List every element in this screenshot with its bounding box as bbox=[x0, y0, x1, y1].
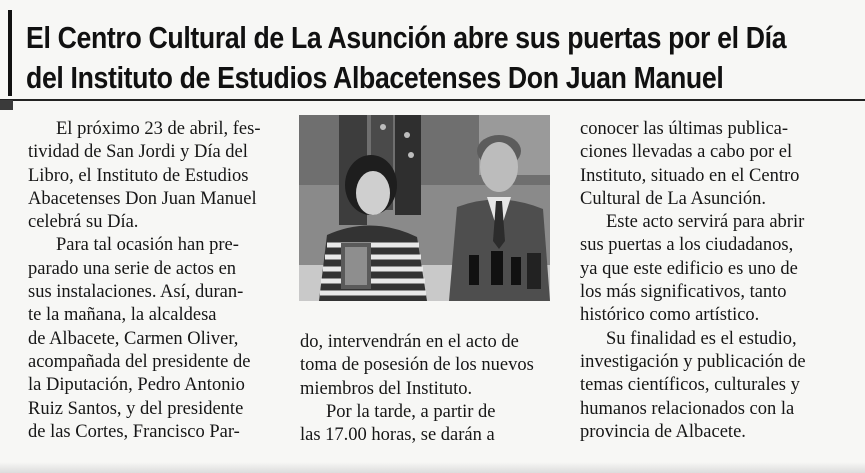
text-line: humanos relacionados con la bbox=[580, 398, 795, 419]
headline-rule bbox=[0, 99, 865, 101]
headline-line-1: El Centro Cultural de La Asunción abre sus puertas por el Día bbox=[26, 20, 787, 55]
press-photo bbox=[299, 115, 550, 301]
text-line: Para tal ocasión han pre- bbox=[56, 235, 239, 256]
text-line: do, intervendrán en el acto de bbox=[300, 332, 519, 352]
text-line: Libro, el Instituto de Estudios bbox=[28, 165, 249, 186]
article-column-2 bbox=[300, 331, 556, 447]
text-line: miembros del Instituto. bbox=[300, 378, 473, 399]
text-line: tividad de San Jordi y Día del bbox=[28, 142, 248, 163]
text-line: acompañada del presidente de bbox=[28, 351, 251, 372]
page-bottom-edge bbox=[0, 462, 865, 473]
text-line: de las Cortes, Francisco Par- bbox=[28, 421, 240, 442]
text-line: toma de posesión de los nuevos bbox=[300, 355, 534, 376]
text-line: Este acto servirá para abrir bbox=[606, 212, 805, 233]
text-line: Abacetenses Don Juan Manuel bbox=[28, 188, 257, 209]
text-line: las 17.00 horas, se darán a bbox=[300, 425, 495, 446]
text-line: Cultural de La Asunción. bbox=[580, 188, 766, 209]
press-photo-icon bbox=[299, 115, 550, 301]
headline bbox=[26, 18, 787, 98]
text-line: sus instalaciones. Así, duran- bbox=[28, 282, 244, 303]
headline-box bbox=[8, 10, 860, 96]
text-line: parado una serie de actos en bbox=[28, 258, 237, 279]
text-line: histórico como artístico. bbox=[580, 305, 760, 326]
text-line: Por la tarde, a partir de bbox=[326, 401, 496, 422]
text-line: Ruiz Santos, y del presidente bbox=[28, 398, 244, 419]
text-line: de Albacete, Carmen Oliver, bbox=[28, 328, 239, 349]
text-line: Instituto, situado en el Centro bbox=[580, 165, 800, 186]
text-line: conocer las últimas publica- bbox=[580, 119, 789, 139]
headline-line-2: del Instituto de Estudios Albacetenses Don Juan Manuel bbox=[26, 60, 724, 95]
corner-mark bbox=[0, 100, 13, 110]
text-line: El próximo 23 de abril, fes- bbox=[56, 119, 261, 139]
text-line: celebrá su Día. bbox=[28, 212, 139, 233]
text-line: sus puertas a los ciudadanos, bbox=[580, 235, 794, 256]
text-line: los más significativos, tanto bbox=[580, 282, 787, 303]
text-line: la Diputación, Pedro Antonio bbox=[28, 375, 245, 396]
article-column-3 bbox=[580, 118, 840, 444]
text-line: temas científicos, culturales y bbox=[580, 375, 800, 396]
text-line: Su finalidad es el estudio, bbox=[606, 328, 797, 349]
text-line: ciones llevadas a cabo por el bbox=[580, 142, 793, 163]
text-line: provincia de Albacete. bbox=[580, 421, 746, 442]
text-line: te la mañana, la alcaldesa bbox=[28, 305, 217, 326]
text-line: investigación y publicación de bbox=[580, 351, 806, 372]
text-line: ya que este edificio es uno de bbox=[580, 258, 798, 279]
article-column-1 bbox=[28, 118, 282, 444]
